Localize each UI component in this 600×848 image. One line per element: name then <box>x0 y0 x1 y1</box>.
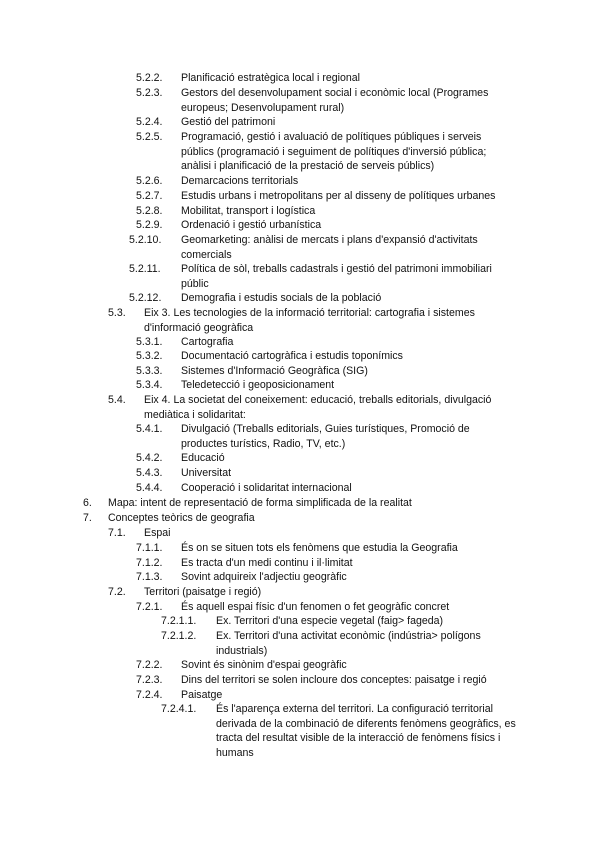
outline-item-text: Cartografia <box>181 336 234 348</box>
outline-item-text: Planificació estratègica local i regional <box>181 72 361 84</box>
outline-item-number: 6. <box>83 497 92 509</box>
outline-item-number: 5.2.5. <box>136 131 163 143</box>
outline-item-text: Sovint és sinònim d'espai geogràfic <box>181 659 347 671</box>
outline-item-text: Divulgació (Treballs editorials, Guies turístiques, Promoció de productes turístics, Radio, TV, etc.) <box>181 423 470 450</box>
outline-item-number: 5.2.2. <box>136 72 163 84</box>
outline-item-text: Eix 4. La societat del coneixement: educació, treballs editorials, divulgació mediàtica i solidaritat: <box>144 394 492 421</box>
outline-item-number: 5.4.3. <box>136 467 163 479</box>
outline-item-number: 5.4.4. <box>136 482 163 494</box>
outline-item-number: 7.1.1. <box>136 542 163 554</box>
outline-item-number: 7.2.1.2. <box>161 630 197 642</box>
outline-item-number: 7.2.4.1. <box>161 703 197 715</box>
outline-item-number: 5.3.3. <box>136 365 163 377</box>
outline-item-text: Demarcacions territorials <box>181 175 299 187</box>
outline-item-number: 5.2.7. <box>136 190 163 202</box>
outline-item-text: Territori (paisatge i regió) <box>144 586 262 598</box>
outline-item-number: 5.2.8. <box>136 205 163 217</box>
outline-item-text: És aquell espai físic d'un fenomen o fet geogràfic concret <box>181 601 450 613</box>
outline-item-text: Gestors del desenvolupament social i econòmic local (Programes europeus; Desenvolupament rural) <box>181 87 489 114</box>
outline-item-text: Conceptes teòrics de geografia <box>108 512 255 524</box>
outline-item-text: Programació, gestió i avaluació de polítiques públiques i serveis públics (programació i seguiment de polítiques d'inversió pública; anàlisi i planificació de la prestació de serveis públics) <box>181 131 487 173</box>
outline-item-text: És l'aparença externa del territori. La configuració territorial derivada de la combinació de diferents fenòmens geogràfics, es tracta del resultat visible de la interacció de fenòmens físics i humans <box>216 703 516 759</box>
outline-item-text: Mobilitat, transport i logística <box>181 205 316 217</box>
outline-item-text: Geomarketing: anàlisi de mercats i plans d'expansió d'activitats comercials <box>181 234 478 261</box>
outline-item-number: 5.2.3. <box>136 87 163 99</box>
outline-item-text: Ex. Territori d'una especie vegetal (faig> fageda) <box>216 615 444 627</box>
outline-item-text: Dins del territori se solen incloure dos conceptes: paisatge i regió <box>181 674 487 686</box>
outline-item-number: 5.4.1. <box>136 423 163 435</box>
outline-item-text: Paisatge <box>181 689 223 701</box>
outline-item-number: 7.2.4. <box>136 689 163 701</box>
outline-item-text: Es tracta d'un medi continu i il·limitat <box>181 557 353 569</box>
outline-item-number: 5.3.1. <box>136 336 163 348</box>
outline-item-text: Ex. Territori d'una activitat econòmic (indústria> polígons industrials) <box>216 630 481 657</box>
outline-item-text: Demografia i estudis socials de la població <box>181 292 382 304</box>
outline-item-number: 7.2.2. <box>136 659 163 671</box>
outline-item-number: 7. <box>83 512 92 524</box>
outline-item-number: 7.2.1. <box>136 601 163 613</box>
outline-item-number: 7.1.2. <box>136 557 163 569</box>
outline-item-number: 5.3.4. <box>136 379 163 391</box>
outline-item-text: Sistemes d'Informació Geogràfica (SIG) <box>181 365 368 377</box>
outline-item-text: Espai <box>144 527 171 539</box>
outline-item-text: Ordenació i gestió urbanística <box>181 219 322 231</box>
outline-item-text: Universitat <box>181 467 232 479</box>
outline-item-text: Sovint adquireix l'adjectiu geogràfic <box>181 571 347 583</box>
outline-item-number: 5.2.12. <box>129 292 162 304</box>
outline-item-number: 7.2.3. <box>136 674 163 686</box>
outline-item-text: Política de sòl, treballs cadastrals i gestió del patrimoni immobiliari públic <box>181 263 492 290</box>
outline-item-number: 7.1. <box>108 527 126 539</box>
outline-item-number: 5.2.10. <box>129 234 162 246</box>
outline-item-number: 5.3.2. <box>136 350 163 362</box>
outline-item-number: 5.2.6. <box>136 175 163 187</box>
outline-item-text: És on se situen tots els fenòmens que estudia la Geografia <box>181 542 458 554</box>
outline-item-text: Teledetecció i geoposicionament <box>181 379 335 391</box>
outline-item-text: Mapa: intent de representació de forma simplificada de la realitat <box>108 497 412 509</box>
outline-item-text: Documentació cartogràfica i estudis toponímics <box>181 350 403 362</box>
outline-item-text: Estudis urbans i metropolitans per al disseny de polítiques urbanes <box>181 190 496 202</box>
outline-item-number: 5.4.2. <box>136 452 163 464</box>
outline-item-text: Cooperació i solidaritat internacional <box>181 482 352 494</box>
outline-item-number: 5.2.4. <box>136 116 163 128</box>
outline-item-text: Educació <box>181 452 225 464</box>
outline-item-number: 5.2.11. <box>129 263 161 275</box>
outline-item-text: Gestió del patrimoni <box>181 116 276 128</box>
outline-item-text: Eix 3. Les tecnologies de la informació territorial: cartografia i sistemes d'informació geogràfica <box>144 307 475 334</box>
outline-item-number: 7.2. <box>108 586 126 598</box>
outline-item-number: 5.2.9. <box>136 219 163 231</box>
outline-item-number: 7.2.1.1. <box>161 615 197 627</box>
outline-item-number: 5.4. <box>108 394 126 406</box>
outline-item-number: 5.3. <box>108 307 126 319</box>
outline-item-number: 7.1.3. <box>136 571 163 583</box>
